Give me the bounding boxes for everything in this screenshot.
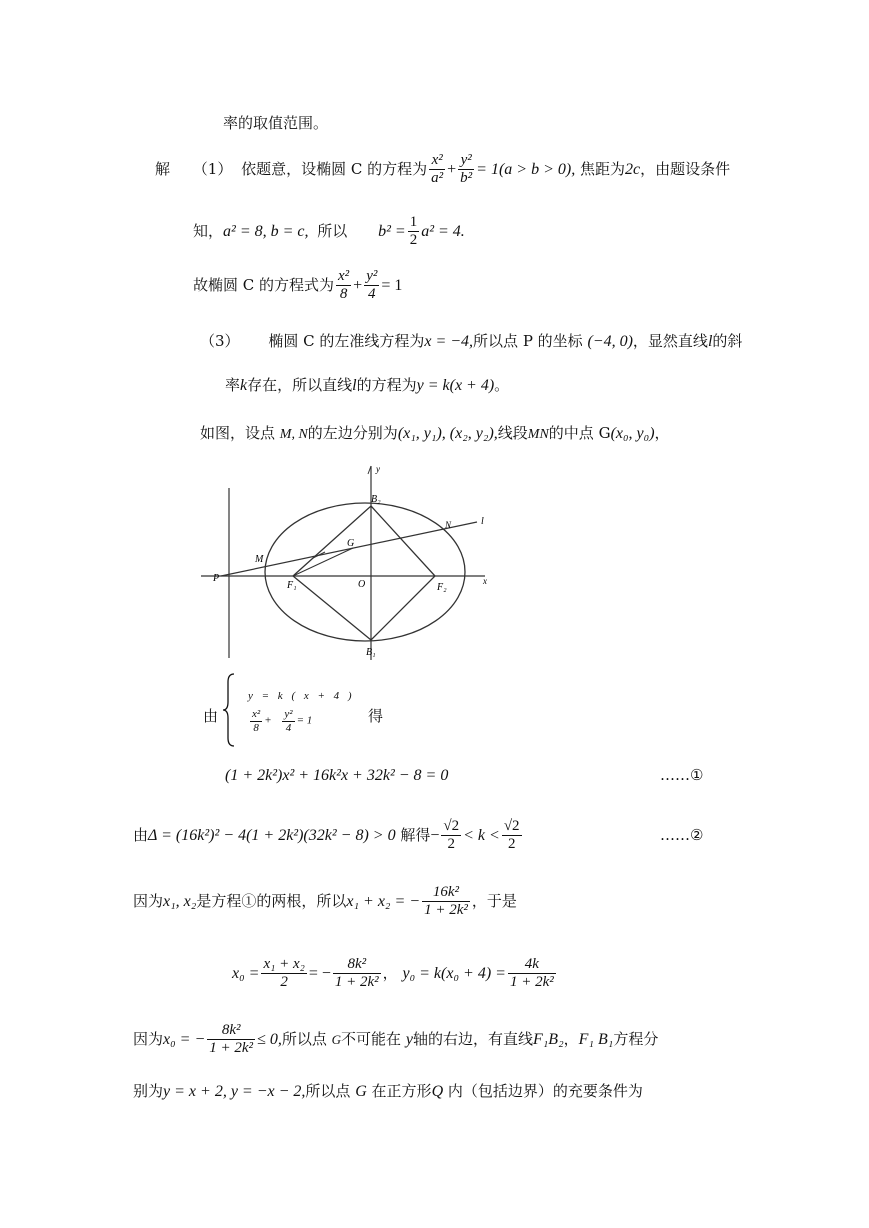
text: 故椭圆 C 的方程式为 xyxy=(193,275,335,294)
text: 的中点 G xyxy=(548,424,611,442)
label-b2: B₂ xyxy=(371,494,381,505)
midpoint-line: x₀ = $\frac{\text{x₁ + x₂}}{2}$ = − $\frac{\text{8k²}}{\text{1 + 2k²}}$ ， y₀ = k(x₀ + 4) = $\frac{4k}{\text{1 + 2k²}}$ xyxy=(232,956,554,991)
sys-suffix: 得 xyxy=(368,707,384,725)
text: 线段 xyxy=(497,424,528,442)
text: 如图，设点 xyxy=(200,424,276,442)
fraction: $\frac{\text{x₁ + x₂}}{2}$ xyxy=(263,956,305,991)
fraction: $\frac{√2}{2}$ xyxy=(503,818,520,853)
system-row-1: y = k ( x + 4 ) xyxy=(248,690,355,702)
text: 因为 xyxy=(133,1029,164,1048)
math: y xyxy=(405,1030,413,1048)
left-brace xyxy=(222,672,236,748)
delta-line: 由Δ = (16k²)² − 4(1 + 2k²)(32k² − 8) > 0 解得− $\frac{√2}{2}$ < k < $\frac{√2}{2}$ xyxy=(133,818,520,853)
math: x₀ = xyxy=(232,964,260,982)
text: 的方程为 xyxy=(356,376,417,394)
fraction: $\frac{\text{8k²}}{\text{1 + 2k²}}$ xyxy=(334,956,379,991)
label-g: G xyxy=(347,538,355,549)
text: ， xyxy=(654,424,670,442)
fraction: $\frac{4k}{\text{1 + 2k²}}$ xyxy=(509,956,554,991)
math: ≤ 0, xyxy=(257,1030,282,1048)
text: 知， xyxy=(193,221,224,240)
ellipse xyxy=(265,503,465,641)
math: x₀ = − xyxy=(163,1030,206,1048)
math: x₁ + x₂ = − xyxy=(346,892,421,910)
math: Q xyxy=(431,1083,444,1100)
label-l: l xyxy=(481,516,484,527)
text: 轴的右边，有直线 xyxy=(412,1029,533,1048)
text: 所以点 xyxy=(305,1082,351,1100)
roots-line xyxy=(133,884,517,920)
math: (x₁, y₁), (x₂, y₂), xyxy=(397,425,498,442)
text: 因为 xyxy=(133,891,164,910)
math: G xyxy=(355,1083,367,1100)
text: 的左边分别为 xyxy=(307,424,398,442)
math: Δ = (16k²)² − 4(1 + 2k²)(32k² − 8) > 0 xyxy=(148,826,396,844)
text: 所以点 xyxy=(281,1029,327,1048)
system-row-2: $\frac{\text{x²}}{8}$ + $\frac{\text{y²}}{4}$ = 1 xyxy=(252,708,313,734)
equation-1: (1 + 2k²)x² + 16k²x + 32k² − 8 = 0 xyxy=(225,767,449,784)
text: 。 xyxy=(494,376,510,394)
text: 在正方形 xyxy=(371,1082,432,1100)
fraction: $\frac{\text{x²}}{8}$ xyxy=(338,268,350,303)
text: 解得 xyxy=(400,825,431,844)
text: 方程分 xyxy=(613,1029,659,1048)
part-label: （1） xyxy=(192,159,233,178)
math: a² = 8, b = c, xyxy=(223,222,309,240)
math: b² = xyxy=(378,222,406,240)
fraction: $\frac{\text{16k²}}{\text{1 + 2k²}}$ xyxy=(424,884,468,919)
label-x: x xyxy=(483,576,487,586)
fraction: $\frac{\text{x²}}{\text{a²}}$ xyxy=(431,152,444,187)
square-q xyxy=(293,506,435,640)
sys-prefix: 由 xyxy=(203,707,219,725)
text: 别为 xyxy=(133,1082,164,1100)
math: 2c xyxy=(625,160,641,178)
math: + xyxy=(353,276,363,294)
text: 内（包括边界）的充要条件为 xyxy=(447,1082,643,1100)
fraction: $\frac{1}{2}$ xyxy=(409,214,418,249)
text: ，由题设条件 xyxy=(640,159,731,178)
label-f1: F₁ xyxy=(287,580,297,591)
label-n: N xyxy=(445,520,452,530)
label-p: P xyxy=(213,573,220,584)
text: 由 xyxy=(133,825,149,844)
math: MN xyxy=(527,427,549,442)
math: G xyxy=(331,1031,342,1047)
part-label: （3） xyxy=(200,332,240,350)
math: l xyxy=(352,377,357,394)
math: F₁ B₁ xyxy=(578,1030,614,1048)
label-b1: B₁ xyxy=(366,647,376,658)
text-line: 率的取值范围。 xyxy=(223,114,329,132)
marker-2: ……② xyxy=(660,826,704,844)
fraction: $\frac{\text{y²}}{4}$ xyxy=(366,268,378,303)
text: 的斜 xyxy=(712,332,743,350)
solution-line-2 xyxy=(193,214,465,250)
math: x₁, x₂ xyxy=(163,892,197,910)
text: 存在，所以直线 xyxy=(247,376,353,394)
ellipse-figure xyxy=(195,462,505,662)
label-y: y xyxy=(376,464,380,474)
math: < k < xyxy=(463,826,500,844)
math: a² = 4. xyxy=(421,222,465,240)
x0-line: 因为x₀ = − $\frac{\text{8k²}}{\text{1 + 2k²}}$ ≤ 0,所以点 G不可能在 y轴的右边，有直线F₁B₂，F₁ B₁方程分 xyxy=(133,1022,659,1057)
solution-line-4 xyxy=(200,332,742,351)
solution-line-3 xyxy=(193,268,402,304)
fraction: $\frac{√2}{2}$ xyxy=(443,818,460,853)
math: k xyxy=(240,377,248,394)
math: y = x + 2, y = −x − 2, xyxy=(163,1083,306,1100)
text: ，显然直线 xyxy=(632,332,708,350)
label-o: O xyxy=(358,579,366,590)
line-l xyxy=(221,522,477,576)
fraction: $\frac{\text{8k²}}{\text{1 + 2k²}}$ xyxy=(209,1022,254,1057)
math: l xyxy=(707,333,713,350)
math: = 1 xyxy=(381,276,403,294)
solve-label: 解 xyxy=(155,159,171,178)
fraction: $\frac{\text{y²}}{\text{b²}}$ xyxy=(460,152,473,187)
math: y = k(x + 4) xyxy=(416,377,495,394)
math: + xyxy=(447,160,457,178)
text: 依题意，设椭圆 C 的方程为 xyxy=(241,159,428,178)
math: (x₀, y₀) xyxy=(610,425,655,442)
text: 不可能在 xyxy=(341,1029,402,1048)
solution-line-6 xyxy=(200,424,670,444)
label-m: M xyxy=(255,554,264,565)
math: M, N xyxy=(279,427,308,442)
text: 焦距为 xyxy=(580,159,626,178)
math: x = −4, xyxy=(424,333,474,350)
text: ，于是 xyxy=(471,891,517,910)
marker-1: ……① xyxy=(660,766,704,784)
text: 椭圆 C 的左准线方程为 xyxy=(268,332,425,350)
segment-f1g xyxy=(293,548,353,576)
solution-line-5 xyxy=(225,376,509,395)
math: F₁B₂ xyxy=(532,1030,564,1048)
text: 率 xyxy=(225,376,241,394)
text: 所以点 P 的坐标 xyxy=(473,332,583,350)
math: (−4, 0) xyxy=(587,333,633,350)
text: 所以 xyxy=(317,221,348,240)
math: y₀ = k(x₀ + 4) = xyxy=(402,964,506,982)
label-f2: F₂ xyxy=(437,582,447,593)
math: = 1(a > b > 0), xyxy=(476,160,576,178)
solution-line-1 xyxy=(155,152,730,188)
text: 是方程①的两根，所以 xyxy=(196,891,347,910)
lines-line xyxy=(133,1082,643,1101)
